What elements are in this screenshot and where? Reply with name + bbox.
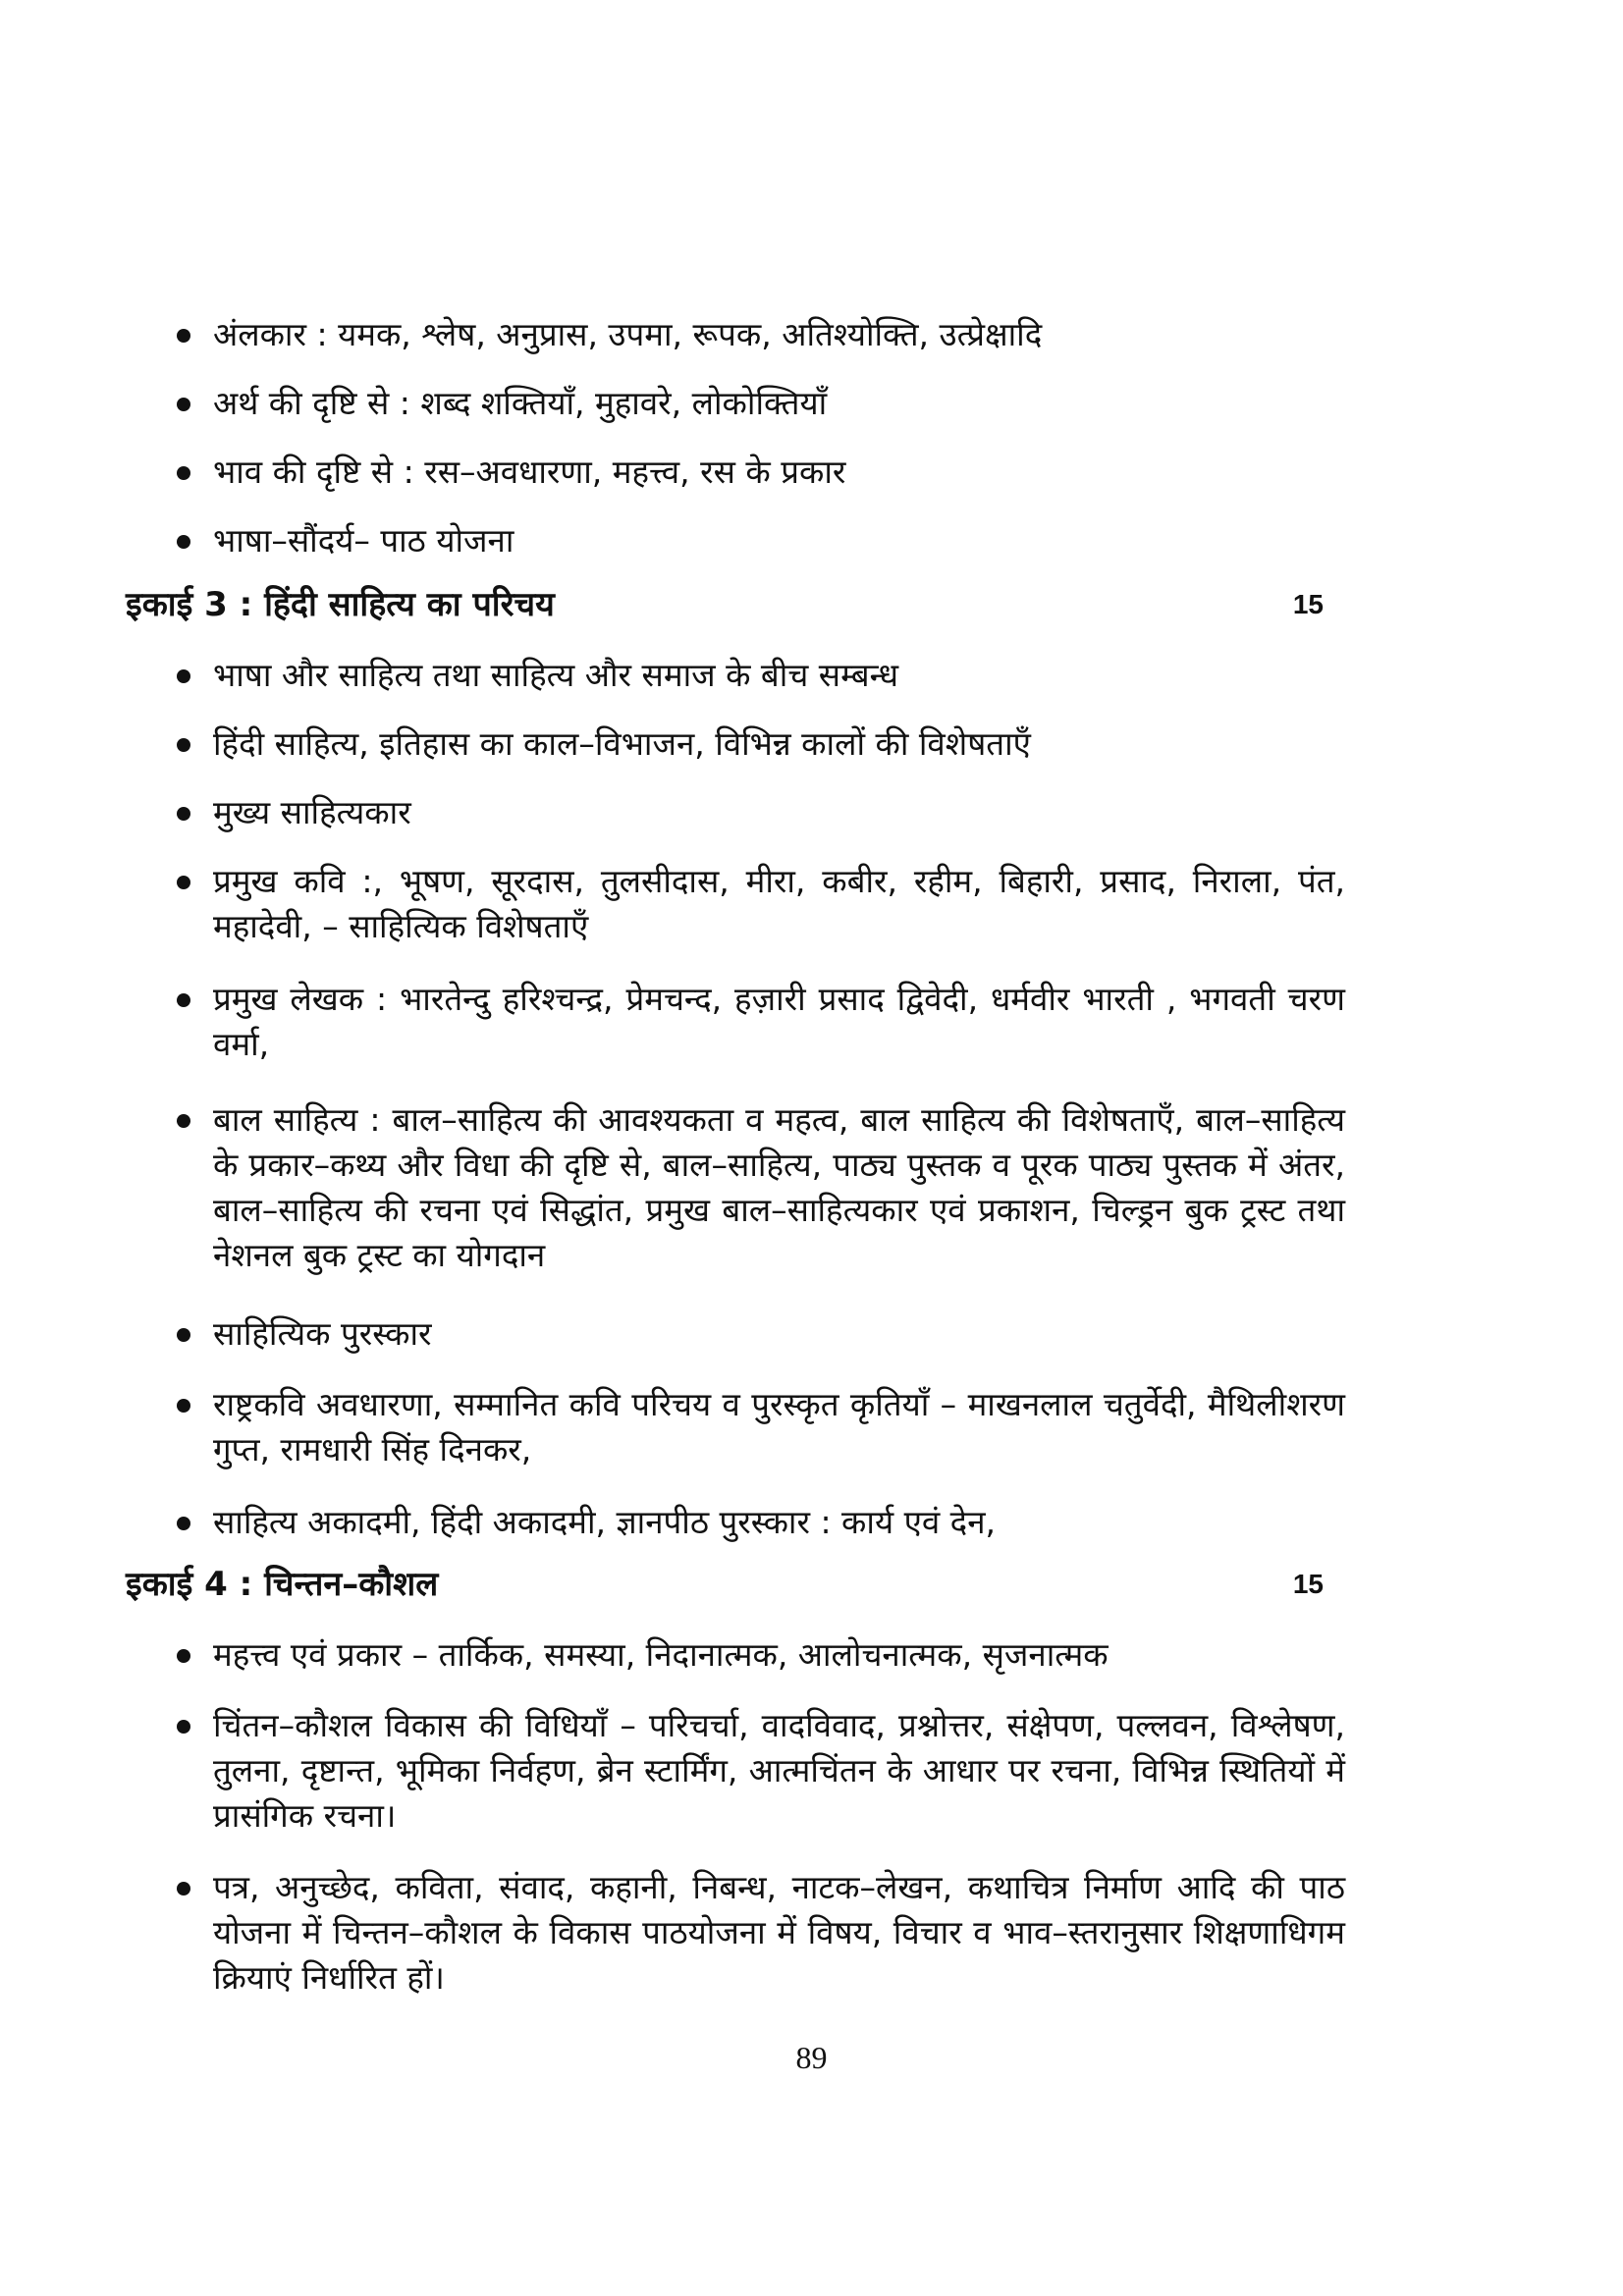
bullet-icon [177,993,190,1007]
bullet-icon [177,876,190,889]
list-item-text: पत्र, अनुच्छेद, कविता, संवाद, कहानी, निबन्ध, नाटक–लेखन, कथाचित्र निर्माण आदि की पाठ योजना में चिन्तन–कौशल के विकास पाठयोजना में विषय, विचार व भाव–स्तरानुसार शिक्षणाधिगम क्रियाएं निर्धारित हों। [213,1868,1345,1997]
unit-3-title: इकाई 3 : हिंदी साहित्य का परिचय [126,585,555,624]
list-item [182,1097,1345,1278]
list-item [182,859,1345,949]
bullet-icon [177,1328,190,1342]
bullet-icon [177,1720,190,1734]
list-item [182,721,1345,767]
list-item-text: साहित्य अकादमी, हिंदी अकादमी, ज्ञानपीठ पुरस्कार : कार्य एवं देन, [213,1503,996,1541]
list-item-text: अंलकार : यमक, श्लेष, अनुप्रास, उपमा, रूपक, अतिश्योक्ति, उत्प्रेक्षादि [213,315,1043,353]
bullet-icon [177,535,190,549]
list-item-text: मुख्य साहित्यकार [213,793,411,831]
bullet-icon [177,466,190,480]
bullet-icon [177,1882,190,1896]
list-item-text: राष्ट्रकवि अवधारणा, सम्मानित कवि परिचय व पुरस्कृत कृतियाँ – माखनलाल चतुर्वेदी, मैथिलीशरण गुप्त, रामधारी सिंह दिनकर, [213,1385,1345,1468]
list-item [182,977,1345,1067]
unit-3-heading [126,581,1324,628]
list-item-text: अर्थ की दृष्टि से : शब्द शक्तियाँ, मुहावरे, लोकोक्तियाँ [213,384,828,422]
list-item [182,312,1345,357]
list-item-text: हिंदी साहित्य, इतिहास का काल–विभाजन, विभिन्न कालों की विशेषताएँ [213,724,1031,763]
list-item-text: बाल साहित्य : बाल–साहित्य की आवश्यकता व महत्व, बाल साहित्य की विशेषताएँ, बाल–साहित्य के प्रकार–कथ्य और विधा की दृष्टि से, बाल–साहित्य, पाठ्य पुस्तक व पूरक पाठ्य पुस्तक में अंतर, बाल–साहित्य की रचना एवं सिद्धांत, प्रमुख बाल–साहित्यकार एवं प्रकाशन, चिल्ड्रन बुक ट्रस्ट तथा नेशनल बुक ट्रस्ट का योगदान [213,1100,1345,1274]
bullet-icon [177,807,190,821]
bullet-icon [177,738,190,752]
list-item [182,790,1345,835]
list-item [182,653,1345,698]
page-number: 89 [795,2040,828,2075]
list-item-text: साहित्यिक पुरस्कार [213,1314,432,1353]
bullet-icon [177,1114,190,1128]
list-item [182,1865,1345,2001]
bullet-icon [177,1517,190,1530]
list-item-text: चिंतन–कौशल विकास की विधियाँ – परिचर्चा, वादविवाद, प्रश्नोत्तर, संक्षेपण, पल्लवन, विश्लेषण, तुलना, दृष्टान्त, भूमिका निर्वहण, ब्रेन स्टार्मिंग, आत्मचिंतन के आधार पर रचना, विभिन्न स्थितियों में प्रासंगिक रचना। [213,1706,1345,1835]
list-item-text: महत्त्व एवं प्रकार – तार्किक, समस्या, निदानात्मक, आलोचनात्मक, सृजनात्मक [213,1635,1109,1674]
list-item [182,1382,1345,1472]
bullet-icon [177,329,190,343]
unit-4-marks: 15 [1292,1569,1324,1599]
unit-4-title: इकाई 4 : चिन्तन–कौशल [126,1565,439,1604]
list-item [182,518,1345,563]
bullet-icon [177,398,190,411]
list-item [182,1500,1345,1545]
bullet-icon [177,1649,190,1663]
list-item-text: प्रमुख लेखक : भारतेन्दु हरिश्चन्द्र, प्रेमचन्द, हज़ारी प्रसाद द्विवेदी, धर्मवीर भारती , भगवती चरण वर्मा, [213,980,1345,1063]
list-item-text: भाषा–सौंदर्य– पाठ योजना [213,521,514,560]
unit-4-heading [126,1561,1324,1608]
list-item-text: प्रमुख कवि :, भूषण, सूरदास, तुलसीदास, मीरा, कबीर, रहीम, बिहारी, प्रसाद, निराला, पंत, महादेवी, – साहित्यिक विशेषताएँ [213,862,1345,945]
bullet-icon [177,1399,190,1413]
list-item [182,1311,1345,1357]
bullet-icon [177,669,190,683]
list-item-text: भाव की दृष्टि से : रस–अवधारणा, महत्त्व, रस के प्रकार [213,453,846,491]
list-item [182,1632,1345,1678]
list-item [182,450,1345,495]
list-item [182,381,1345,426]
unit-3-marks: 15 [1292,589,1324,619]
list-item [182,1703,1345,1839]
list-item-text: भाषा और साहित्य तथा साहित्य और समाज के बीच सम्बन्ध [213,656,899,694]
